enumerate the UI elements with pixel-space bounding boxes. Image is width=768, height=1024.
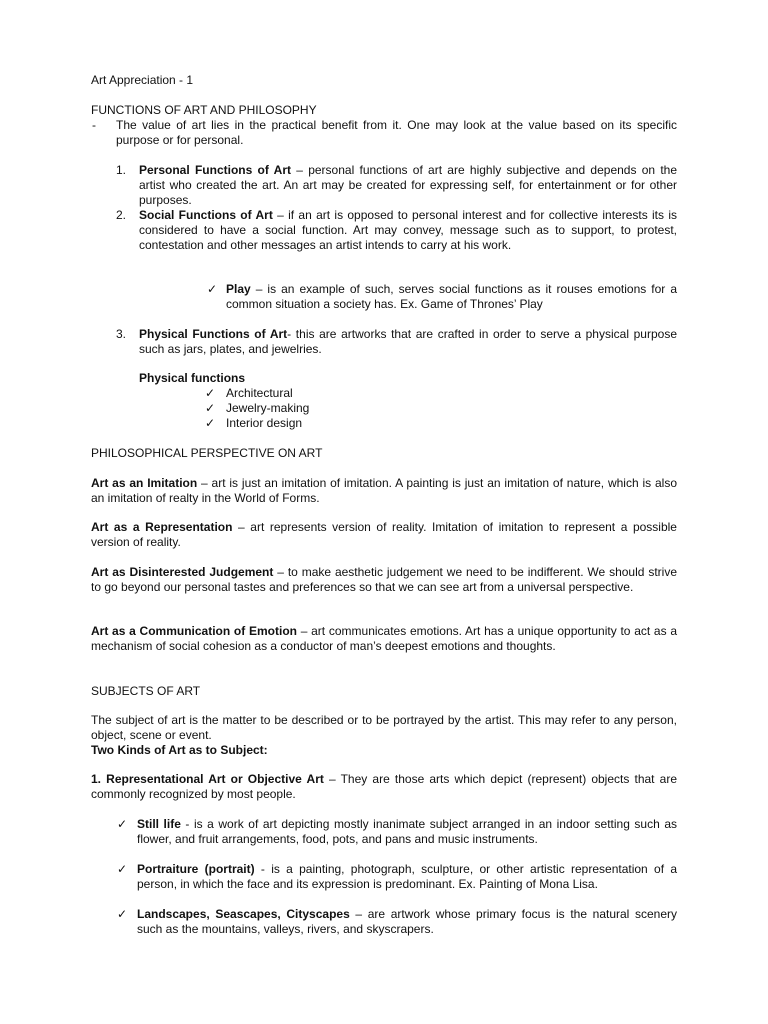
description: – art is just an imitation of imitation. A painting is just an imitation of nature, which is also an imitation of realty in the World of Forms. xyxy=(91,476,678,505)
term: Art as Disinterested Judgement xyxy=(91,565,274,579)
term: Social Functions of Art xyxy=(139,208,273,222)
term: Landscapes, Seascapes, Cityscapes xyxy=(137,907,350,921)
term: Play xyxy=(226,282,251,296)
term: Art as a Communication of Emotion xyxy=(91,624,297,638)
list-item-physical-functions xyxy=(139,327,677,357)
physical-item: Interior design xyxy=(226,416,303,430)
two-kinds-heading xyxy=(91,743,677,758)
perspective-representation xyxy=(91,520,677,550)
description: – They are those arts which depict (represent) objects that are commonly recognized by most people. xyxy=(91,772,677,801)
perspective-disinterested-judgement xyxy=(91,565,677,595)
term: Still life xyxy=(137,817,181,831)
checkmark-icon: ✓ xyxy=(117,817,128,831)
checkmark-icon: ✓ xyxy=(205,386,216,400)
representational-art-paragraph xyxy=(91,772,677,802)
description: – to make aesthetic judgement we need to be indifferent. We should strive to go beyond our personal tastes and preferences so that we can see art from a universal perspective. xyxy=(91,565,677,594)
section-heading-functions: FUNCTIONS OF ART AND PHILOSOPHY xyxy=(91,103,317,117)
subject-still-life xyxy=(137,817,677,847)
section-heading-subjects: SUBJECTS OF ART xyxy=(91,684,201,698)
checkmark-icon: ✓ xyxy=(117,862,128,876)
document-title: Art Appreciation - 1 xyxy=(91,73,194,87)
intro-paragraph: The value of art lies in the practical benefit from it. One may look at the value based on its specific purpose or for personal. xyxy=(116,118,677,147)
section-heading-philosophical: PHILOSOPHICAL PERSPECTIVE ON ART xyxy=(91,446,323,460)
list-item-social-functions xyxy=(139,208,677,253)
description: - this are artworks that are crafted in order to serve a physical purpose such as jars, plates, and jewelries. xyxy=(139,327,677,356)
list-number: 3. xyxy=(116,327,127,341)
description: - is a work of art depicting mostly inanimate subject arranged in an indoor setting such as flower, and fruit arrangements, food, pots, and pans and music instruments. xyxy=(137,817,677,846)
list-item-personal-functions xyxy=(139,163,677,208)
description: – are artwork whose primary focus is the natural scenery such as the mountains, valleys, rivers, and skyscrapers. xyxy=(137,907,677,936)
term: 1. Representational Art or Objective Art xyxy=(91,772,324,786)
subject-portraiture xyxy=(137,862,677,892)
heading-text: Physical functions xyxy=(139,371,246,385)
description: – is an example of such, serves social functions as it rouses emotions for a common situation a society has. Ex. Game of Thrones’ Play xyxy=(226,282,677,311)
subject-intro-paragraph: The subject of art is the matter to be described or to be portrayed by the artist. This may refer to any person, object, scene or event. xyxy=(91,713,677,742)
checkmark-icon: ✓ xyxy=(207,282,218,296)
description: – if an art is opposed to personal interest and for collective interests its is considered to have a social function. Art may convey, message such as to support, to protest, contestation and other messages an artist intends to carry at his work. xyxy=(139,208,677,252)
heading-text: Two Kinds of Art as to Subject: xyxy=(91,743,268,757)
term: Art as an Imitation xyxy=(91,476,198,490)
play-example xyxy=(226,282,677,312)
term: Portraiture (portrait) xyxy=(137,862,255,876)
term: Personal Functions of Art xyxy=(139,163,292,177)
perspective-communication-of-emotion xyxy=(91,624,677,654)
physical-item: Jewelry-making xyxy=(226,401,310,415)
description: – art communicates emotions. Art has a unique opportunity to act as a mechanism of social cohesion as a conductor of man’s deepest emotions and thoughts. xyxy=(91,624,678,653)
description: - is a painting, photograph, sculpture, or other artistic representation of a person, in which the face and its expression is predominant. Ex. Painting of Mona Lisa. xyxy=(137,862,677,891)
physical-functions-heading xyxy=(139,371,245,386)
checkmark-icon: ✓ xyxy=(205,401,216,415)
term: Physical Functions of Art xyxy=(139,327,288,341)
checkmark-icon: ✓ xyxy=(117,907,128,921)
term: Art as a Representation xyxy=(91,520,233,534)
physical-item: Architectural xyxy=(226,386,293,400)
list-number: 1. xyxy=(116,163,127,177)
checkmark-icon: ✓ xyxy=(205,416,216,430)
list-number: 2. xyxy=(116,208,127,222)
dash-bullet: - xyxy=(92,118,96,132)
description: – personal functions of art are highly subjective and depends on the artist who created the art. An art may be created for expressing self, for entertainment or for other purposes. xyxy=(139,163,678,207)
description: – art represents version of reality. Imitation of imitation to represent a possible version of reality. xyxy=(91,520,677,549)
subject-landscapes xyxy=(137,907,677,937)
perspective-imitation xyxy=(91,476,677,506)
